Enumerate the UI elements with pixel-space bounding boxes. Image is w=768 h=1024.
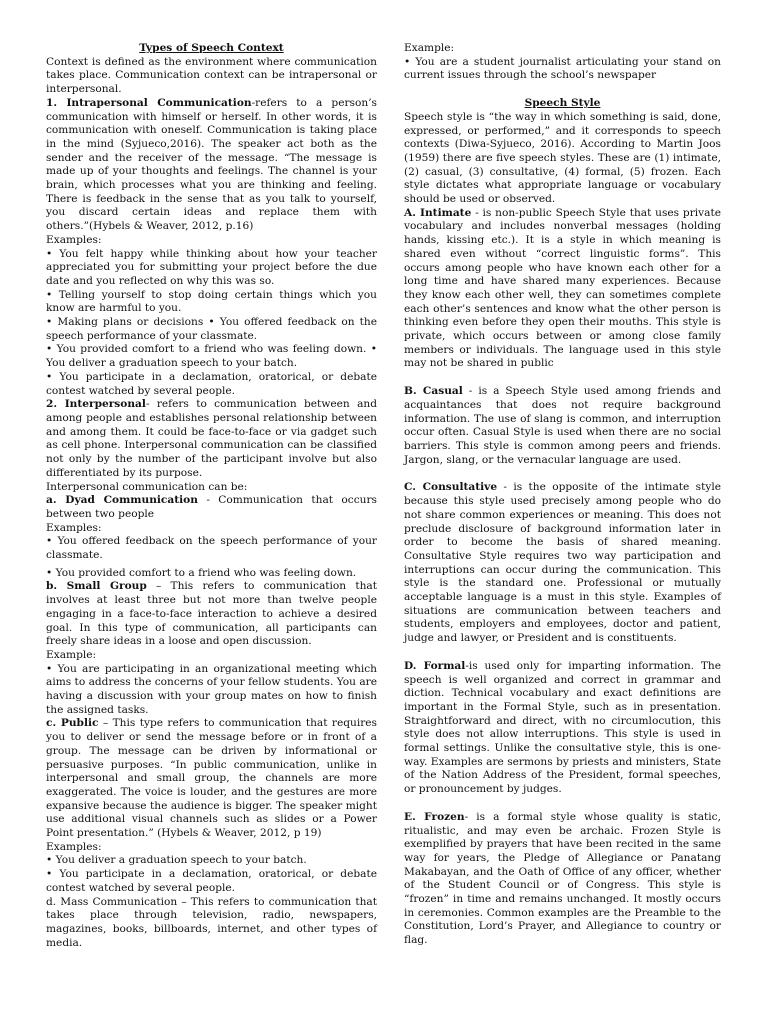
- interpersonal-can-be: Interpersonal communication can be:: [46, 480, 248, 493]
- frozen-label: E. Frozen: [404, 810, 465, 823]
- intrapersonal-example: • Telling yourself to stop doing certain things which you know are harmful to you.: [46, 288, 377, 315]
- speech-style-title: Speech Style: [524, 97, 601, 110]
- left-column: [46, 42, 377, 950]
- public-examples-label: Examples:: [46, 840, 102, 853]
- small-group-paragraph: [46, 580, 377, 649]
- right-column: [404, 42, 721, 948]
- intrapersonal-examples-label: Examples:: [46, 233, 102, 246]
- small-group-label: b. Small Group: [46, 580, 147, 593]
- small-group-example: • You are participating in an organizational meeting which aims to address the concerns of your fellow students. You are having a discussion with your group mates on how to finish the assigned tasks.: [46, 662, 377, 716]
- small-group-text: – This refers to communication that involves at least three but not more than twelve people engaging in a face-to-face interaction to achieve a desired goal. In this type of communication, all participants can freely share ideas in a loose and open discussion.: [46, 580, 377, 648]
- formal-paragraph: [404, 660, 721, 797]
- public-example: • You participate in a declamation, oratorical, or debate contest watched by several people.: [46, 868, 377, 894]
- intimate-label: A. Intimate: [404, 206, 472, 219]
- formal-text: -is used only for imparting information. The speech is well organized and correct in grammar and diction. Technical vocabulary and exact definitions are important in the Formal Style, such as in presentation. Straightforward and direct, with no circumlocution, this style does not allow interruptions. This style is used in formal settings. Unlike the consultative style, this is one-way. Examples are sermons by priests and ministers, State of the Nation Address of the President, formal speeches, or pronouncement by judges.: [404, 659, 722, 796]
- intrapersonal-example: • Making plans or decisions • You offered feedback on the speech performance of your classmate.: [46, 316, 377, 342]
- casual-label: B. Casual: [404, 385, 463, 398]
- dyad-example: • You provided comfort to a friend who was feeling down.: [46, 566, 357, 579]
- consultative-text: - is the opposite of the intimate style because this style used precisely among people who do not share common experiences or meaning. This does not preclude disclosure of background information later in order to become the basis of shared meaning. Consultative Style requires two way participation and interruptions can occur during the communication. This style is the standard one. Professional or mutually acceptable language is a must in this style. Examples of situations are communication between teachers and students, employers and employees, doctor and patient, judge and lawyer, or President and is constituents.: [404, 481, 721, 645]
- public-example: • You deliver a graduation speech to your batch.: [46, 854, 307, 867]
- context-definition: Context is defined as the environment where communication takes place. Communication context can be intrapersonal or interpersonal.: [46, 55, 377, 96]
- intrapersonal-example: • You felt happy while thinking about how your teacher appreciated you for submitting your project before the due date and you reflected on why this was so.: [46, 247, 377, 287]
- interpersonal-label: 2. Interpersonal: [46, 398, 146, 411]
- public-text: – This type refers to communication that requires you to deliver or send the message before or in front of a group. The message can be driven by informational or persuasive purposes. “In public communication, unlike in interpersonal and small group, the channels are more exaggerated. The voice is louder, and the gestures are more expansive because the audience is bigger. The speaker might use additional visual channels such as slides or a Power Point presentation.” (Hybels & Weaver, 2012, p 19): [46, 717, 377, 840]
- intrapersonal-text: -refers to a person’s communication with himself or herself. In other words, it is communication with oneself. Communication is taking place in the mind (Syjueco,2016). The speaker act both as the sender and the receiver of the message. “The message is made up of your thoughts and feelings. The channel is your brain, which processes what you are thinking and feeling. There is feedback in the sense that as you talk to yourself, you discard certain ideas and replace them with others.”(Hybels & Weaver, 2012, p.16): [46, 96, 377, 233]
- frozen-text: - is a formal style whose quality is static, ritualistic, and may even be archaic. Frozen Style is exemplified by prayers that have been recited in the same way for years, the Pledge of Allegiance or Panatang Makabayan, and the Oath of Office of any officer, whether of the Student Council or of Congress. This style is “frozen” in time and remains unchanged. It mostly occurs in ceremonies. Common examples are the Preamble to the Constitution, Lord’s Prayer, and Allegiance to country or flag.: [404, 810, 721, 947]
- consultative-paragraph: [404, 481, 721, 645]
- document-title: Types of Speech Context: [139, 42, 284, 54]
- intrapersonal-paragraph: [46, 97, 377, 234]
- dyad-text: - Communication that occurs between two people: [46, 494, 377, 520]
- interpersonal-paragraph: [46, 398, 377, 480]
- casual-paragraph: [404, 385, 721, 467]
- intrapersonal-label: 1. Intrapersonal Communication: [46, 96, 252, 109]
- dyad-paragraph: [46, 494, 377, 521]
- intrapersonal-example: • You participate in a declamation, oratorical, or debate contest watched by several people.: [46, 370, 377, 397]
- public-label: c. Public: [46, 717, 99, 730]
- intimate-text: - is non-public Speech Style that uses private vocabulary and includes nonverbal messages (holding hands, kissing etc.). It is a style in which meaning is shared even without “correct linguistic forms”. This occurs among people who have known each other for a long time and have shared many experiences. Because they know each other well, they can sometimes complete each other’s sentences and know what the other person is thinking even before they open their mouths. This style is private, which occurs between or among close family members or individuals. The language used in this style may not be shared in public: [404, 206, 721, 370]
- dyad-label: a. Dyad Communication: [46, 494, 198, 507]
- mass-example: • You are a student journalist articulating your stand on current issues through the school’s newspaper: [404, 55, 721, 82]
- intrapersonal-example: • You provided comfort to a friend who was feeling down. • You deliver a graduation speech to your batch.: [46, 343, 377, 370]
- intimate-paragraph: [404, 207, 721, 371]
- public-paragraph: [46, 717, 377, 840]
- speech-style-intro: Speech style is “the way in which something is said, done, expressed, or performed,” and it corresponds to speech contexts (Diwa-Syjueco, 2016). According to Martin Joos (1959) there are five speech styles. These are (1) intimate, (2) casual, (3) consultative, (4) formal, (5) frozen. Each style dictates what appropriate language or vocabulary should be used or observed.: [404, 110, 721, 206]
- mass-communication-paragraph: d. Mass Communication – This refers to communication that takes place through television, radio, newspapers, magazines, books, billboards, internet, and other types of media.: [46, 895, 377, 949]
- formal-label: D. Formal: [404, 659, 466, 672]
- interpersonal-text: - refers to communication between and among people and establishes personal relationship between and among them. It could be face-to-face or via gadget such as cell phone. Interpersonal communication can be classified not only by the number of the participant involve but also differentiated by its purpose.: [46, 398, 377, 479]
- dyad-example: • You offered feedback on the speech performance of your classmate.: [46, 535, 377, 562]
- small-group-example-label: Example:: [46, 648, 97, 661]
- frozen-paragraph: [404, 811, 721, 948]
- consultative-label: C. Consultative: [404, 481, 498, 494]
- casual-text: - is a Speech Style used among friends and acquaintances that does not require background information. The use of slang is common, and interruption occur often. Casual Style is used when there are no social barriers. This style is common among peers and friends. Jargon, slang, or the vernacular language are used.: [404, 385, 721, 466]
- mass-example-label: Example:: [404, 42, 455, 54]
- dyad-examples-label: Examples:: [46, 521, 102, 534]
